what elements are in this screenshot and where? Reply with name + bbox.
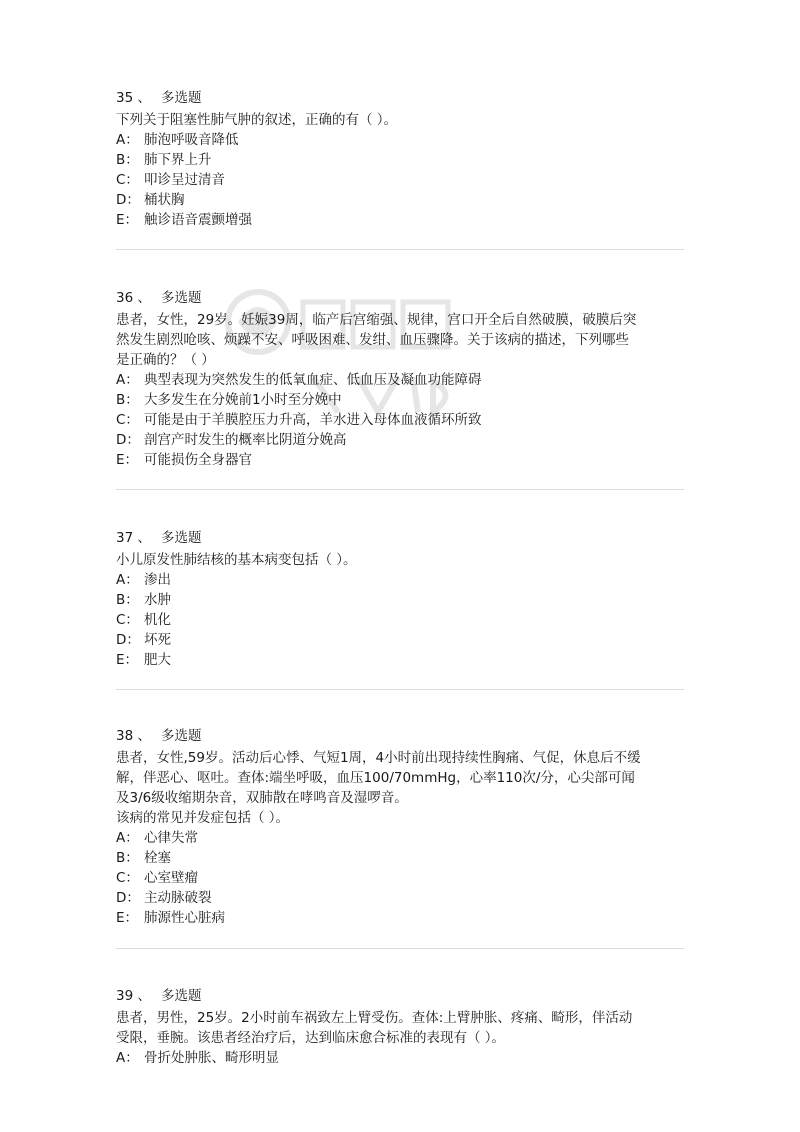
option-letter: A： [116, 372, 139, 388]
option-d[interactable] [116, 190, 686, 210]
question-37 [116, 528, 686, 670]
option-a[interactable] [116, 1048, 686, 1068]
option-a[interactable] [116, 828, 686, 848]
option-b[interactable] [116, 150, 686, 170]
option-b[interactable] [116, 390, 686, 410]
option-c[interactable] [116, 610, 686, 630]
question-text-line: 是正确的？（ ） [116, 352, 215, 368]
option-letter: D： [116, 890, 140, 906]
option-text: 心室壁瘤 [144, 870, 198, 886]
option-text: 触诊语音震颤增强 [144, 212, 252, 228]
option-text: 肺泡呼吸音降低 [144, 132, 239, 148]
option-letter: E： [116, 910, 139, 926]
option-a[interactable] [116, 370, 686, 390]
question-divider [116, 249, 684, 250]
question-divider [116, 489, 684, 490]
question-type: 多选题 [160, 290, 202, 306]
question-type: 多选题 [160, 90, 202, 106]
question-header [116, 288, 686, 308]
option-a[interactable] [116, 570, 686, 590]
question-type: 多选题 [160, 530, 202, 546]
question-header [116, 528, 686, 548]
question-text [116, 110, 686, 130]
option-text: 主动脉破裂 [144, 890, 212, 906]
option-letter: D： [116, 192, 140, 208]
option-text: 可能损伤全身器官 [144, 452, 252, 468]
question-type: 多选题 [160, 728, 202, 744]
option-letter: E： [116, 652, 139, 668]
question-number: 35 、 [116, 90, 151, 106]
option-e[interactable] [116, 450, 686, 470]
option-letter: B： [116, 152, 139, 168]
option-e[interactable] [116, 210, 686, 230]
question-text [116, 310, 686, 370]
option-letter: C： [116, 612, 139, 628]
question-header [116, 88, 686, 108]
question-text-line: 受限，垂腕。该患者经治疗后，达到临床愈合标准的表现有（ ）。 [116, 1030, 506, 1046]
option-letter: A： [116, 132, 139, 148]
option-c[interactable] [116, 170, 686, 190]
option-text: 水肿 [144, 592, 171, 608]
option-letter: E： [116, 212, 139, 228]
question-38 [116, 726, 686, 928]
question-text [116, 1008, 686, 1048]
question-text-line: 患者，男性，25岁。2小时前车祸致左上臂受伤。查体:上臂肿胀、疼痛、畸形，伴活动 [116, 1010, 633, 1026]
question-text-line: 解，伴恶心、呕吐。查体:端坐呼吸，血压100/70mmHg，心率110次/分，心尖部可闻 [116, 770, 635, 786]
option-text: 剖宫产时发生的概率比阴道分娩高 [144, 432, 347, 448]
option-letter: C： [116, 412, 139, 428]
question-text-line: 下列关于阻塞性肺气肿的叙述，正确的有（ ）。 [116, 112, 398, 128]
option-text: 渗出 [144, 572, 171, 588]
question-type: 多选题 [160, 988, 202, 1004]
option-text: 肺下界上升 [144, 152, 212, 168]
question-text [116, 748, 686, 828]
question-header [116, 726, 686, 746]
option-e[interactable] [116, 650, 686, 670]
option-letter: A： [116, 572, 139, 588]
option-c[interactable] [116, 410, 686, 430]
question-number: 39 、 [116, 988, 151, 1004]
question-number: 37 、 [116, 530, 151, 546]
option-letter: A： [116, 830, 139, 846]
option-letter: D： [116, 632, 140, 648]
option-a[interactable] [116, 130, 686, 150]
question-36 [116, 288, 686, 470]
option-text: 栓塞 [144, 850, 171, 866]
option-e[interactable] [116, 908, 686, 928]
option-d[interactable] [116, 630, 686, 650]
option-letter: D： [116, 432, 140, 448]
option-d[interactable] [116, 888, 686, 908]
question-text-line: 患者，女性，29岁。妊娠39周，临产后宫缩强、规律，宫口开全后自然破膜，破膜后突 [116, 312, 637, 328]
question-text [116, 550, 686, 570]
option-text: 骨折处肿胀、畸形明显 [144, 1050, 279, 1066]
option-c[interactable] [116, 868, 686, 888]
option-text: 典型表现为突然发生的低氧血症、低血压及凝血功能障碍 [144, 372, 482, 388]
option-text: 肥大 [144, 652, 171, 668]
option-b[interactable] [116, 848, 686, 868]
option-letter: C： [116, 172, 139, 188]
option-text: 心律失常 [144, 830, 198, 846]
question-divider [116, 689, 684, 690]
question-text-line: 患者，女性,59岁。活动后心悸、气短1周，4小时前出现持续性胸痛、气促，休息后不缓 [116, 750, 641, 766]
option-text: 大多发生在分娩前1小时至分娩中 [144, 392, 342, 408]
option-text: 桶状胸 [144, 192, 185, 208]
question-35 [116, 88, 686, 230]
option-letter: B： [116, 392, 139, 408]
option-letter: C： [116, 870, 139, 886]
question-text-line: 该病的常见并发症包括（ ）。 [116, 810, 290, 826]
option-text: 坏死 [144, 632, 171, 648]
option-text: 肺源性心脏病 [144, 910, 225, 926]
option-letter: A： [116, 1050, 139, 1066]
option-text: 可能是由于羊膜腔压力升高，羊水进入母体血液循环所致 [144, 412, 482, 428]
question-text-line: 及3/6级收缩期杂音，双肺散在哮鸣音及湿啰音。 [116, 790, 408, 806]
option-text: 叩诊呈过清音 [144, 172, 225, 188]
question-header [116, 986, 686, 1006]
question-39 [116, 986, 686, 1068]
option-b[interactable] [116, 590, 686, 610]
option-d[interactable] [116, 430, 686, 450]
option-text: 机化 [144, 612, 171, 628]
question-number: 36 、 [116, 290, 151, 306]
option-letter: B： [116, 850, 139, 866]
question-text-line: 小儿原发性肺结核的基本病变包括（ ）。 [116, 552, 357, 568]
question-number: 38 、 [116, 728, 151, 744]
option-letter: B： [116, 592, 139, 608]
question-text-line: 然发生剧烈呛咳、烦躁不安、呼吸困难、发绀、血压骤降。关于该病的描述，下列哪些 [116, 332, 629, 348]
option-letter: E： [116, 452, 139, 468]
question-divider [116, 948, 684, 949]
